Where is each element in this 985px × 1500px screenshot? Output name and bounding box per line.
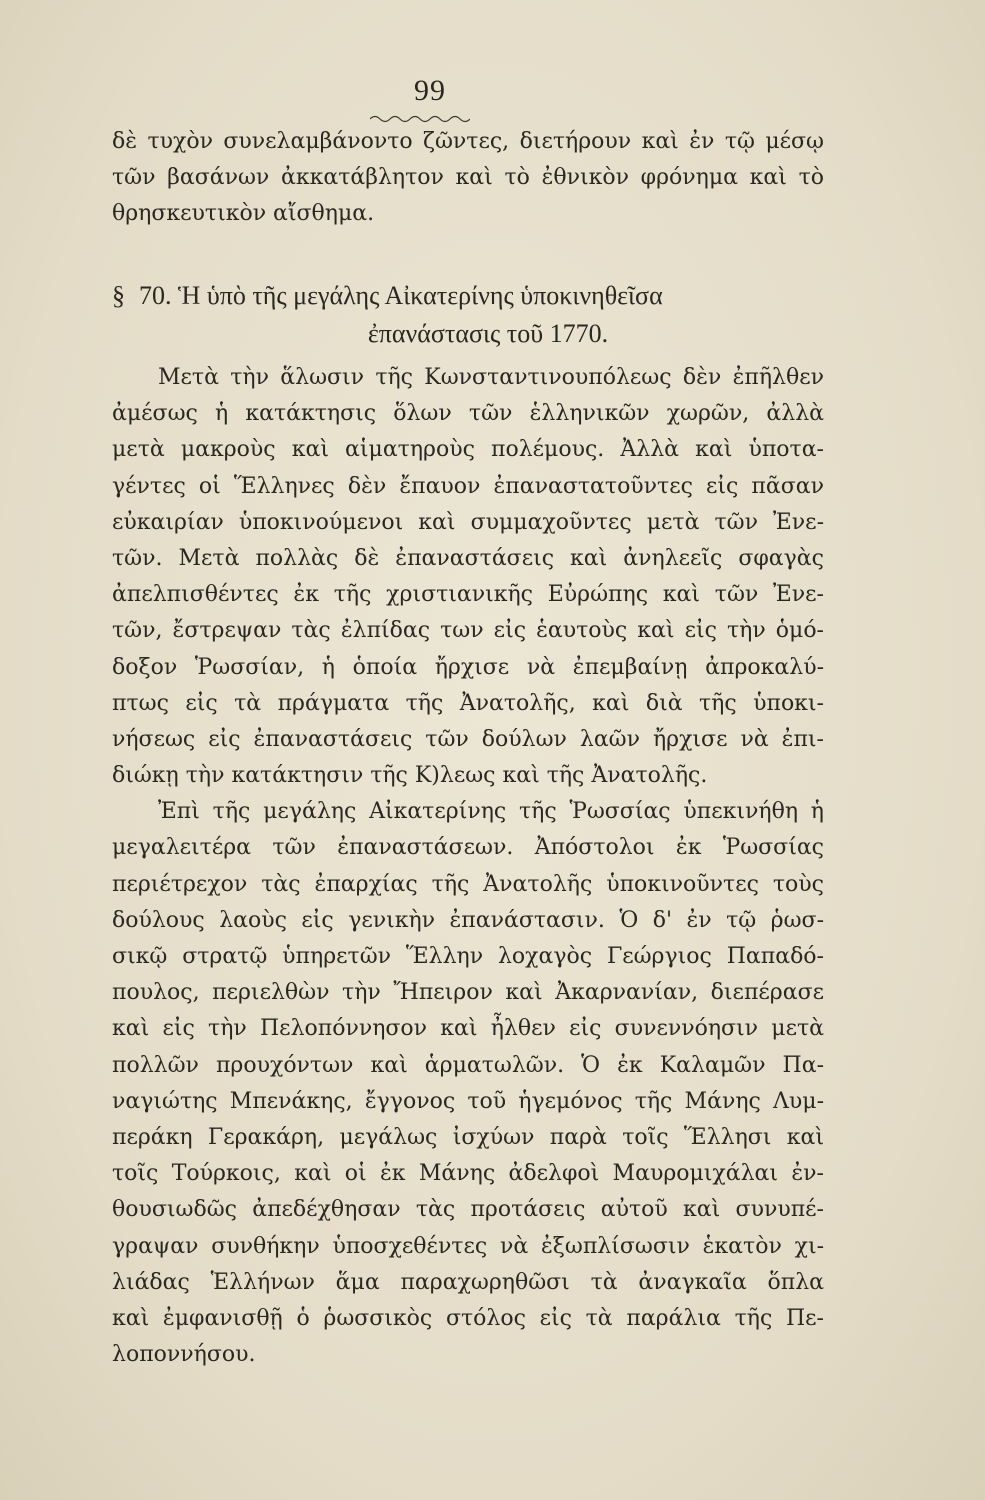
text-line: δούλους λαοὺς εἰς γενικὴν ἐπανάστασιν. Ὁ δ' ἐν τῷ ῥωσ-	[112, 907, 824, 933]
section-title-line2: ἐπανάστασις τοῦ 1770.	[367, 319, 609, 348]
section-sign: §	[112, 281, 125, 310]
text-line: περάκη Γερακάρη, μεγάλως ἰσχύων παρὰ τοῖς Ἕλλησι καὶ	[112, 1124, 824, 1150]
text-line: λοποννήσου.	[112, 1342, 256, 1368]
text-line: Ἐπὶ τῆς μεγάλης Αἰκατερίνης τῆς Ῥωσσίας ὑπεκινήθη ἡ	[158, 799, 824, 825]
text-line: σικῷ στρατῷ ὑπηρετῶν Ἕλλην λοχαγὸς Γεώργιος Παπαδό-	[112, 944, 824, 969]
text-line: ναγιώτης Μπενάκης, ἔγγονος τοῦ ἡγεμόνος τῆς Μάνης Λυμ-	[112, 1088, 824, 1114]
text-line: πολλῶν προυχόντων καὶ ἁρματωλῶν. Ὁ ἐκ Καλαμῶν Πα-	[112, 1052, 824, 1078]
section-title-line1	[112, 277, 824, 315]
text-line: πουλος, περιελθὼν τὴν Ἤπειρον καὶ Ἀκαρνανίαν, διεπέρασε	[112, 980, 824, 1006]
text-line: δοξον Ῥωσσίαν, ἡ ὁποία ἤρχισε νὰ ἐπεμβαίνῃ ἀπροκαλύ-	[112, 654, 824, 680]
text-line: θρησκευτικὸν αἴσθημα.	[112, 201, 375, 227]
text-line: ἀμέσως ἡ κατάκτησις ὅλων τῶν ἑλληνικῶν χωρῶν, ἀλλὰ	[112, 401, 824, 427]
text-line: τῶν. Μετὰ πολλὰς δὲ ἐπαναστάσεις καὶ ἀνηλεεῖς σφαγὰς	[112, 545, 824, 571]
text-line: νήσεως εἰς ἐπαναστάσεις τῶν δούλων λαῶν ἤρχισε νὰ ἐπι-	[112, 726, 824, 752]
page-number: 99	[414, 74, 446, 107]
text-line: λιάδας Ἑλλήνων ἅμα παραχωρηθῶσι τὰ ἀναγκαῖα ὅπλα	[112, 1269, 824, 1295]
text-line: δὲ τυχὸν συνελαμβάνοντο ζῶντες, διετήρουν καὶ ἐν τῷ μέσῳ	[112, 129, 824, 154]
text-line: τῶν βασάνων ἀκκατάβλητον καὶ τὸ ἐθνικὸν φρόνημα καὶ τὸ	[112, 165, 824, 191]
text-line: πτως εἰς τὰ πράγματα τῆς Ἀνατολῆς, καὶ διὰ τῆς ὑποκι-	[112, 690, 824, 716]
text-line: καὶ ἐμφανισθῇ ὁ ῥωσσικὸς στόλος εἰς τὰ παράλια τῆς Πε-	[112, 1305, 824, 1331]
text-line: Μετὰ τὴν ἅλωσιν τῆς Κωνσταντινουπόλεως δὲν ἐπῆλθεν	[158, 365, 824, 390]
text-line: γέντες οἱ Ἕλληνες δὲν ἔπαυον ἐπαναστατοῦντες εἰς πᾶσαν	[112, 473, 824, 499]
text-line: τῶν, ἔστρεψαν τὰς ἐλπίδας των εἰς ἑαυτοὺς καὶ εἰς τὴν ὁμό-	[112, 618, 824, 644]
body-text	[112, 360, 824, 1373]
text-line: μετὰ μακροὺς καὶ αἱματηροὺς πολέμους. Ἀλλὰ καὶ ὑποτα-	[112, 437, 824, 463]
section-title-text: 70. Ἡ ὑπὸ τῆς μεγάλης Αἰκατερίνης ὑποκινηθεῖσα	[139, 281, 663, 310]
text-line: διώκῃ τὴν κατάκτησιν τῆς Κ)λεως καὶ τῆς Ἀνατολῆς.	[112, 763, 708, 789]
section-heading	[112, 277, 824, 353]
text-line: εὐκαιρίαν ὑποκινούμενοι καὶ συμμαχοῦντες μετὰ τῶν Ἐνε-	[112, 509, 824, 535]
text-line: γραψαν συνθήκην ὑποσχεθέντες νὰ ἐξωπλίσωσιν ἑκατὸν χι-	[112, 1233, 824, 1259]
text-line: θουσιωδῶς ἀπεδέχθησαν τὰς προτάσεις αὐτοῦ καὶ συνυπέ-	[112, 1197, 824, 1223]
text-line: καὶ εἰς τὴν Πελοπόννησον καὶ ἦλθεν εἰς συνεννόησιν μετὰ	[112, 1016, 824, 1042]
text-line: ἀπελπισθέντες ἐκ τῆς χριστιανικῆς Εὐρώπης καὶ τῶν Ἐνε-	[112, 582, 824, 608]
text-line: τοῖς Τούρκοις, καὶ οἱ ἐκ Μάνης ἀδελφοὶ Μαυρομιχάλαι ἐν-	[112, 1161, 824, 1187]
wavy-rule-ornament	[370, 114, 470, 124]
text-line: περιέτρεχον τὰς ἐπαρχίας τῆς Ἀνατολῆς ὑποκινοῦντες τοὺς	[112, 871, 824, 897]
intro-text	[112, 124, 824, 233]
text-line: μεγαλειτέρα τῶν ἐπαναστάσεων. Ἀπόστολοι ἐκ Ῥωσσίας	[112, 835, 824, 861]
